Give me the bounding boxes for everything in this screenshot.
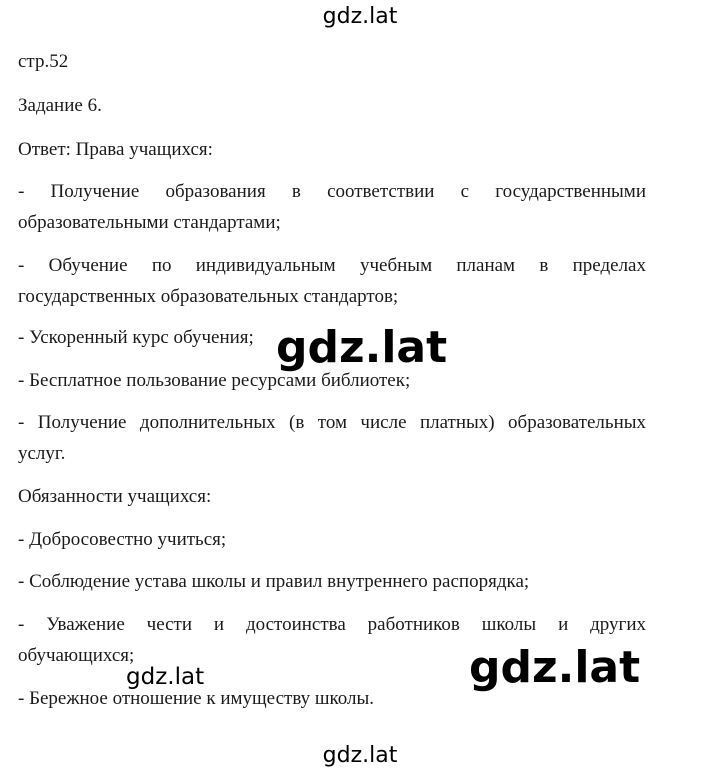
rights-item-5-line-2: услуг. <box>18 443 66 464</box>
rights-item-3: - Ускоренный курс обучения; <box>18 327 254 348</box>
duties-heading: Обязанности учащихся: <box>18 486 212 507</box>
duties-item-2: - Соблюдение устава школы и правил внутреннего распорядка; <box>18 571 530 592</box>
page-reference: стр.52 <box>18 51 69 72</box>
rights-item-5-line-1: - Получение дополнительных (в том числе платных) образовательных <box>18 412 646 433</box>
watermark-big-middle: gdz.lat <box>276 322 448 373</box>
watermark-small-lower: gdz.lat <box>126 664 205 690</box>
watermark-bottom: gdz.lat <box>322 743 398 768</box>
watermark-top: gdz.lat <box>322 4 398 29</box>
duties-item-4: - Бережное отношение к имуществу школы. <box>18 688 375 709</box>
answer-heading: Ответ: Права учащихся: <box>18 139 213 160</box>
duties-item-1: - Добросовестно учиться; <box>18 529 227 550</box>
rights-item-1-line-2: образовательными стандартами; <box>18 212 281 233</box>
task-title: Задание 6. <box>18 95 102 116</box>
rights-item-2-line-1: - Обучение по индивидуальным учебным планам в пределах <box>18 255 646 276</box>
rights-item-1-line-1: - Получение образования в соответствии с государственными <box>18 181 646 202</box>
duties-item-3-line-1: - Уважение чести и достоинства работников школы и других <box>18 614 646 635</box>
rights-item-4: - Бесплатное пользование ресурсами библиотек; <box>18 370 411 391</box>
watermark-big-lower: gdz.lat <box>469 642 641 693</box>
duties-item-3-line-2: обучающихся; <box>18 645 135 666</box>
rights-item-2-line-2: государственных образовательных стандартов; <box>18 286 399 307</box>
